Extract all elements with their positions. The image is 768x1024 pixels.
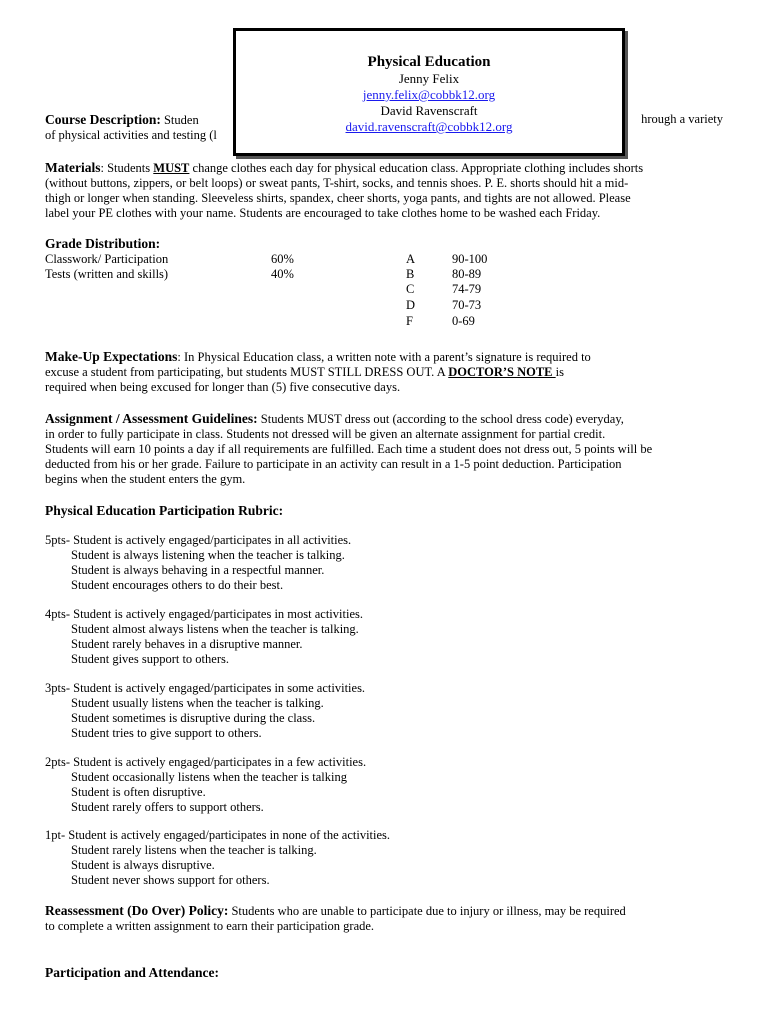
rubric-criterion: Student rarely offers to support others. [71,800,264,814]
grade-item: Classwork/ Participation [45,252,169,266]
doc-title: Physical Education [367,54,491,70]
grade-letter: D [406,298,416,312]
reassessment-label: Reassessment (Do Over) Policy: [45,903,229,918]
materials-section [45,160,723,221]
rubric-criterion: Student is always listening when the teacher is talking. [71,548,345,562]
makeup-line2-end: is [555,365,564,379]
materials-line1: change clothes each day for physical education class. Appropriate clothing includes shorts [189,161,644,175]
email-link-1[interactable]: jenny.felix@cobbk12.org [362,87,496,102]
rubric-criterion: Student usually listens when the teacher is talking. [71,696,324,710]
rubric-criterion: Student never shows support for others. [71,873,270,887]
materials-label: Materials [45,160,101,175]
course-description-line2: of physical activities and testing (l [45,128,217,142]
rubric-level [45,607,723,667]
attendance-label: Participation and Attendance [45,965,215,980]
rubric-level [45,681,723,741]
teacher-name-1: Jenny Felix [398,71,460,86]
makeup-line3: required when being excused for longer than (5) five consecutive days. [45,380,401,394]
grade-row [45,298,723,314]
assignment-line2: in order to fully participate in class. Students not dressed will be given an alternate assignment for partial credit. [45,427,606,441]
email-link-2[interactable]: david.ravenscraft@cobbk12.org [345,119,513,134]
reassessment-line2: to complete a written assignment to earn their participation grade. [45,919,375,933]
makeup-section [45,349,723,395]
makeup-label: Make-Up Expectations [45,349,178,364]
rubric-level-head: 3pts- Student is actively engaged/participates in some activities. [45,681,366,695]
course-description-label: Course Description: [45,112,161,127]
grade-range: 74-79 [452,282,482,296]
materials-colon: : Students [100,161,154,175]
course-description-end: hrough a variety [641,112,723,126]
rubric-criterion: Student is often disruptive. [71,785,206,799]
rubric-criterion: Student sometimes is disruptive during the class. [71,711,316,725]
rubric-criterion: Student rarely behaves in a disruptive manner. [71,637,303,651]
reassessment-section [45,903,723,934]
grade-row [45,267,723,282]
grade-range: 90-100 [452,252,488,266]
grade-letter: C [406,282,415,296]
materials-line4: label your PE clothes with your name. Students are encouraged to take clothes home to be washed each Friday. [45,206,601,220]
rubric-level [45,755,723,815]
rubric-criterion: Student almost always listens when the teacher is talking. [71,622,359,636]
grade-row [45,252,723,267]
doctors-note: DOCTOR’S NOTE [448,365,556,379]
materials-must: MUST [153,161,190,175]
grade-row [45,314,723,330]
assignment-line4: deducted from his or her grade. Failure to participate in an activity can result in a 1-5 point deduction. Participation [45,457,622,471]
rubric-level-head: 2pts- Student is actively engaged/participates in a few activities. [45,755,367,769]
makeup-line1: : In Physical Education class, a written note with a parent’s signature is required to [177,350,591,364]
rubric-criterion: Student is always behaving in a respectful manner. [71,563,325,577]
grade-range: 0-69 [452,314,475,328]
rubric-criterion: Student is always disruptive. [71,858,215,872]
course-description-start: Studen [163,113,199,127]
rubric-criterion: Student occasionally listens when the teacher is talking [71,770,347,784]
rubric-level-head: 1pt- Student is actively engaged/participates in none of the activities. [45,828,391,842]
rubric-criterion: Student encourages others to do their best. [71,578,284,592]
rubric-level-head: 4pts- Student is actively engaged/participates in most activities. [45,607,363,621]
grade-distribution-label: Grade Distribution: [45,236,161,251]
materials-line3: thigh or longer when standing. Sleeveless shirts, spandex, cheer shorts, yoga pants, and tights are not allowed. Please [45,191,631,205]
grade-row [45,282,723,298]
rubric-title-text: Physical Education Participation Rubric: [45,503,284,518]
assignment-line5: begins when the student enters the gym. [45,472,246,486]
assignment-section [45,411,723,487]
grade-letter: A [406,252,416,266]
assignment-line1: Students MUST dress out (according to the school dress code) everyday, [257,412,624,426]
grade-range: 80-89 [452,267,482,281]
rubric-level [45,533,723,593]
grade-percent: 40% [271,267,294,281]
grade-letter: F [406,314,413,328]
grade-table [45,252,723,330]
grade-item: Tests (written and skills) [45,267,169,281]
reassessment-line1: Students who are unable to participate due to injury or illness, may be required [228,904,626,918]
materials-line2: (without buttons, zippers, or belt loops) or sweat pants, T-shirt, socks, and tennis shoes. P. E. shorts should hit a mid- [45,176,629,190]
rubric-level [45,828,723,888]
rubric-criterion: Student tries to give support to others. [71,726,262,740]
grade-distribution-heading [45,236,723,252]
makeup-line2: excuse a student from participating, but students MUST STILL DRESS OUT. A [45,365,449,379]
rubric-criterion: Student rarely listens when the teacher is talking. [71,843,317,857]
assignment-line3: Students will earn 10 points a day if all requirements are fulfilled. Each time a student does not dress out, 5 points will be [45,442,653,456]
teacher-name-2: David Ravenscraft [380,103,478,118]
rubric-title [45,503,723,519]
rubric-criterion: Student gives support to others. [71,652,229,666]
attendance-heading: Participation and Attendance: [45,965,220,980]
assignment-label: Assignment / Assessment Guidelines: [45,411,258,426]
grade-range: 70-73 [452,298,482,312]
header-box [233,28,625,156]
grade-letter: B [406,267,415,281]
rubric-level-head: 5pts- Student is actively engaged/participates in all activities. [45,533,352,547]
grade-percent: 60% [271,252,294,266]
